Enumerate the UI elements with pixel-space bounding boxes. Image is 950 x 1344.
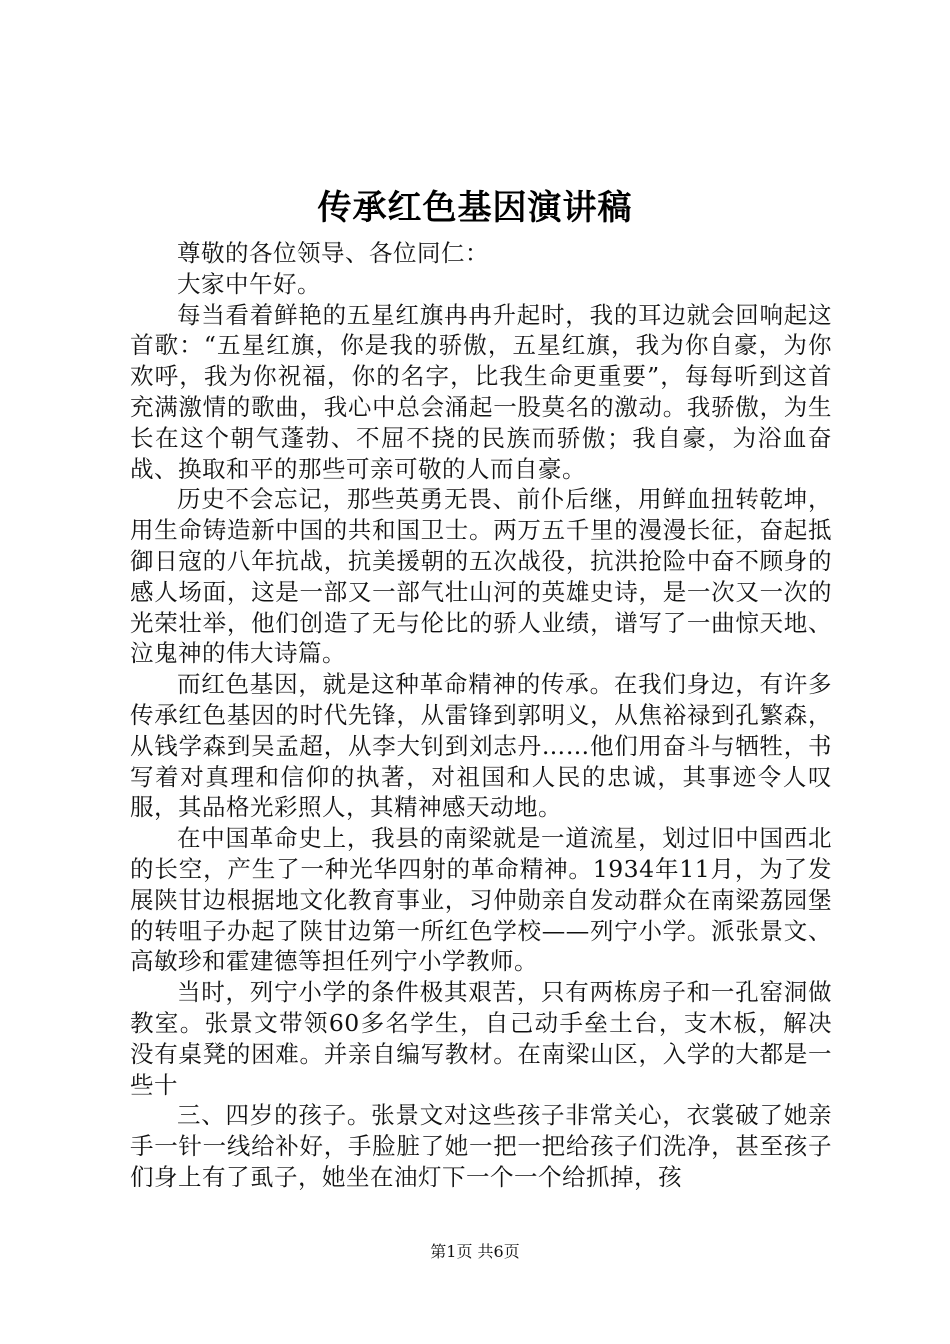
document-body	[130, 238, 832, 1193]
document-title: 传承红色基因演讲稿	[317, 188, 633, 228]
body-paragraph: 在中国革命史上，我县的南梁就是一道流星，划过旧中国西北的长空，产生了一种光华四射的革命精神。1934年11月，为了发展陕甘边根据地文化教育事业，习仲勋亲自发动群众在南梁荔园堡的转咀子办起了陕甘边第一所红色学校——列宁小学。派张景文、高敏珍和霍建德等担任列宁小学教师。	[130, 824, 832, 976]
body-paragraph: 而红色基因，就是这种革命精神的传承。在我们身边，有许多传承红色基因的时代先锋，从雷锋到郭明义，从焦裕禄到孔繁森，从钱学森到吴孟超，从李大钊到刘志丹……他们用奋斗与牺牲，书写着对真理和信仰的执著，对祖国和人民的忠诚，其事迹令人叹服，其品格光彩照人，其精神感天动地。	[130, 670, 832, 822]
body-paragraph: 每当看着鲜艳的五星红旗冉冉升起时，我的耳边就会回响起这首歌：“五星红旗，你是我的骄傲，五星红旗，我为你自豪，为你欢呼，我为你祝福，你的名字，比我生命更重要”，每每听到这首充满激情的歌曲，我心中总会涌起一股莫名的激动。我骄傲，为生长在这个朝气蓬勃、不屈不挠的民族而骄傲；我自豪，为浴血奋战、换取和平的那些可亲可敬的人而自豪。	[130, 300, 832, 483]
body-paragraph: 当时，列宁小学的条件极其艰苦，只有两栋房子和一孔窑洞做教室。张景文带领60多名学生，自己动手垒土台，支木板，解决没有桌凳的困难。并亲自编写教材。在南梁山区，入学的大都是一些十	[130, 978, 832, 1099]
body-paragraph: 三、四岁的孩子。张景文对这些孩子非常关心，衣裳破了她亲手一针一线给补好，手脸脏了她一把一把给孩子们洗净，甚至孩子们身上有了虱子，她坐在油灯下一个一个给抓掉，孩	[130, 1101, 832, 1191]
greeting-paragraph: 大家中午好。	[177, 269, 321, 298]
page-number-footer: 第1页 共6页	[430, 1242, 520, 1261]
salutation-paragraph: 尊敬的各位领导、各位同仁：	[177, 239, 489, 267]
body-paragraph: 历史不会忘记，那些英勇无畏、前仆后继，用鲜血扭转乾坤，用生命铸造新中国的共和国卫士。两万五千里的漫漫长征，奋起抵御日寇的八年抗战，抗美援朝的五次战役，抗洪抢险中奋不顾身的感人场面，这是一部又一部气壮山河的英雄史诗，是一次又一次的光荣壮举，他们创造了无与伦比的骄人业绩，谱写了一曲惊天地、泣鬼神的伟大诗篇。	[130, 485, 832, 668]
